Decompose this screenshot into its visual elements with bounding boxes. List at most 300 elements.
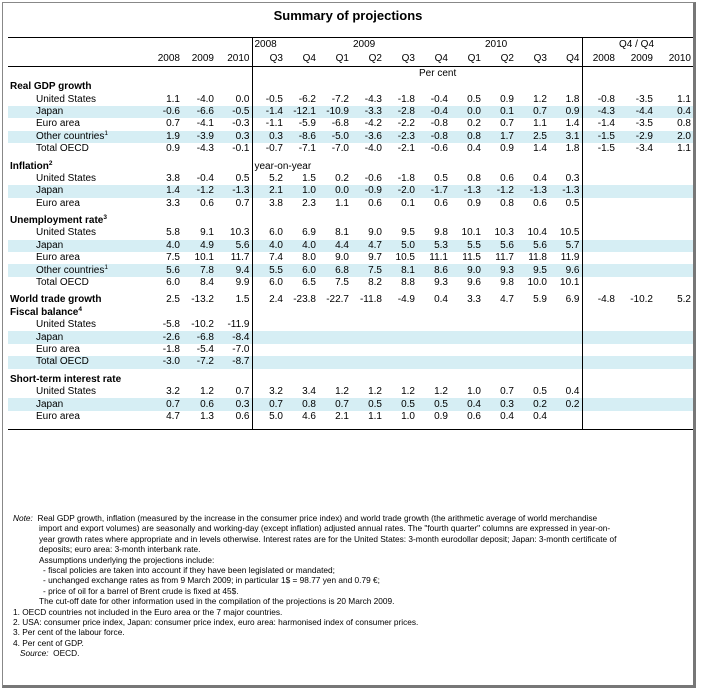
- value-cell: 8.0: [302, 252, 316, 264]
- row-label: [8, 264, 148, 276]
- value-cell: -4.1: [196, 118, 214, 130]
- value-cell: 3.1: [549, 131, 582, 143]
- value-cell: 1.9: [148, 131, 182, 143]
- value-cell: 0.4: [655, 106, 693, 118]
- notes-block: [13, 513, 693, 659]
- value-cell: -7.0: [232, 344, 250, 355]
- value-cell: -3.4: [635, 143, 653, 155]
- value-cell: 10.3: [494, 227, 514, 239]
- table-row: [8, 185, 693, 197]
- table-row: [8, 143, 693, 155]
- value-cell: 0.6: [434, 197, 448, 209]
- col-header: 2009: [617, 52, 655, 67]
- value-cell: 2.5: [166, 294, 180, 306]
- value-cell: 4.7: [500, 294, 514, 306]
- table-row: [8, 173, 693, 185]
- row-label: [8, 173, 148, 185]
- projections-table: [8, 37, 693, 430]
- value-cell: 6.0: [285, 264, 318, 276]
- note-line: - unchanged exchange rates as from 9 March 2009; in particular 1$ = 98.77 yen and 0.79 €;: [43, 575, 380, 586]
- table-row: [8, 344, 693, 356]
- row-label-text: Japan: [36, 398, 64, 410]
- value-cell: 5.6: [216, 240, 252, 252]
- value-cell: 5.6: [148, 264, 182, 276]
- value-cell: -8.4: [216, 331, 252, 343]
- footnote: 4. Per cent of GDP.: [13, 637, 84, 648]
- value-cell: -2.6: [148, 331, 182, 343]
- value-cell: -1.3: [216, 185, 252, 197]
- yoy-label: year-on-year: [252, 160, 351, 172]
- value-cell: -3.6: [351, 131, 384, 143]
- page-frame: [2, 2, 696, 688]
- header-row-columns: [8, 52, 693, 67]
- value-cell: 6.9: [302, 227, 316, 239]
- value-cell: -1.2: [182, 185, 216, 197]
- row-label-text: Other countries: [36, 130, 105, 142]
- value-cell: 3.8: [166, 172, 180, 184]
- row-label: [8, 118, 148, 130]
- value-cell: 0.4: [434, 294, 448, 306]
- value-cell: 8.8: [401, 277, 415, 289]
- value-cell: -4.3: [582, 106, 617, 118]
- value-cell: 10.1: [560, 277, 580, 289]
- note-line: The cut-off date for other information used in the compilation of the projections is 20 March 2009.: [39, 596, 395, 607]
- value-cell: -4.3: [364, 93, 382, 105]
- table-row: [8, 93, 693, 105]
- value-cell: -1.5: [582, 143, 617, 155]
- value-cell: -1.1: [252, 118, 285, 130]
- value-cell: 0.5: [434, 172, 448, 184]
- row-label-text: Total OECD: [36, 143, 89, 155]
- value-cell: -8.6: [285, 131, 318, 143]
- value-cell: 5.9: [533, 294, 547, 306]
- value-cell: 0.7: [252, 398, 285, 410]
- value-cell: -0.6: [430, 143, 448, 155]
- table-row: [8, 331, 693, 343]
- note-line: Real GDP growth, inflation (measured by the increase in the consumer price index) and world trade growth (the arithmetic average of world merchandise: [37, 513, 598, 523]
- table-row: [8, 118, 693, 130]
- section-title: [8, 160, 148, 172]
- row-label-text: Euro area: [36, 118, 80, 130]
- value-cell: 0.7: [235, 197, 250, 209]
- value-cell: 0.5: [467, 93, 481, 105]
- row-label: [8, 331, 148, 343]
- value-cell: 0.9: [434, 410, 448, 422]
- table-row: [8, 252, 693, 264]
- value-cell: 0.4: [565, 386, 580, 398]
- value-cell: 9.0: [450, 264, 483, 276]
- value-cell: 0.5: [384, 398, 417, 410]
- value-cell: 0.8: [500, 197, 514, 209]
- value-cell: 1.5: [302, 172, 316, 184]
- value-cell: 1.1: [533, 118, 547, 130]
- value-cell: 3.3: [166, 197, 180, 209]
- section-header: [8, 81, 693, 93]
- section-title-text: Real GDP growth: [10, 81, 92, 93]
- row-label-text: United States: [36, 386, 97, 398]
- value-cell: -0.9: [351, 185, 384, 197]
- value-cell: 10.5: [560, 227, 580, 239]
- value-cell: 0.7: [516, 106, 549, 118]
- value-cell: 5.2: [677, 294, 691, 306]
- value-cell: 0.3: [216, 131, 252, 143]
- quarter-year-2010: 2010: [483, 38, 516, 53]
- value-cell: 0.6: [500, 172, 514, 184]
- value-cell: 0.1: [483, 106, 516, 118]
- col-header: 2008: [148, 52, 182, 67]
- value-cell: -2.2: [397, 118, 415, 130]
- value-cell: 0.9: [166, 143, 180, 155]
- value-cell: -4.0: [196, 93, 214, 105]
- value-cell: 11.5: [462, 252, 481, 264]
- row-label-text: Other countries: [36, 264, 105, 276]
- value-cell: -1.8: [162, 344, 180, 355]
- value-cell: 0.3: [565, 172, 580, 184]
- col-header: Q4: [549, 52, 582, 67]
- value-cell: 5.6: [483, 240, 516, 252]
- value-cell: -1.2: [483, 185, 516, 197]
- value-cell: 7.5: [166, 252, 180, 264]
- value-cell: 4.7: [166, 410, 180, 422]
- note-line: Assumptions underlying the projections include:: [39, 554, 215, 565]
- value-cell: 0.9: [549, 106, 582, 118]
- value-cell: 1.8: [565, 93, 580, 105]
- value-cell: 9.4: [216, 264, 252, 276]
- source-value: OECD.: [53, 648, 80, 659]
- value-cell: 1.7: [483, 131, 516, 143]
- value-cell: 4.6: [302, 410, 316, 422]
- value-cell: -0.5: [216, 106, 252, 118]
- value-cell: -1.4: [252, 106, 285, 118]
- value-cell: 1.2: [533, 93, 547, 105]
- row-label-text: Euro area: [36, 252, 80, 264]
- table-row: [8, 106, 693, 118]
- value-cell: 8.1: [335, 227, 349, 239]
- value-cell: 1.1: [368, 410, 382, 422]
- value-cell: 9.5: [516, 264, 549, 276]
- value-cell: 0.4: [467, 143, 481, 155]
- col-header: Q2: [351, 52, 384, 67]
- value-cell: 2.5: [516, 131, 549, 143]
- value-cell: 0.1: [401, 197, 415, 209]
- value-cell: 9.3: [434, 277, 448, 289]
- value-cell: -7.2: [331, 93, 349, 105]
- value-cell: 0.6: [368, 197, 382, 209]
- section-title-text: Inflation: [10, 160, 49, 172]
- row-label-text: United States: [36, 319, 97, 331]
- value-cell: 0.6: [533, 197, 547, 209]
- value-cell: 0.3: [483, 398, 516, 410]
- row-label: [8, 277, 148, 289]
- value-cell: -4.0: [364, 143, 382, 155]
- value-cell: 0.7: [148, 398, 182, 410]
- value-cell: 2.4: [252, 294, 285, 306]
- value-cell: -0.6: [364, 172, 382, 184]
- value-cell: 5.0: [384, 240, 417, 252]
- table-row: [8, 227, 693, 239]
- value-cell: 7.5: [351, 264, 384, 276]
- note-line: import and export volumes) are seasonally and working-day (except inflation) adjusted annual rates. The "fourth quarter" columns are expressed in year-on-: [39, 523, 611, 534]
- footnote-marker: 4: [78, 305, 82, 313]
- value-cell: 1.5: [235, 294, 250, 306]
- value-cell: -1.3: [549, 185, 582, 197]
- value-cell: -2.8: [384, 106, 417, 118]
- unit-label: Per cent: [419, 68, 457, 79]
- value-cell: 9.3: [483, 264, 516, 276]
- value-cell: -1.7: [417, 185, 450, 197]
- value-cell: 6.8: [318, 264, 351, 276]
- value-cell: 9.6: [467, 277, 481, 289]
- row-label: [8, 106, 148, 118]
- table-body: [8, 81, 693, 430]
- value-cell: 1.4: [148, 185, 182, 197]
- row-label: [8, 398, 148, 410]
- value-cell: 9.0: [368, 227, 382, 239]
- row-label-text: Japan: [36, 331, 64, 343]
- row-label: [8, 356, 148, 368]
- table-row: [8, 356, 693, 368]
- value-cell: 0.9: [467, 197, 481, 209]
- value-cell: -22.7: [326, 294, 349, 306]
- value-cell: 5.5: [252, 264, 285, 276]
- value-cell: 0.3: [252, 131, 285, 143]
- value-cell: 11.9: [560, 252, 580, 264]
- row-label-text: United States: [36, 93, 97, 105]
- value-cell: 8.4: [200, 277, 214, 289]
- value-cell: -0.4: [430, 93, 448, 105]
- note-label: Note:: [13, 513, 33, 523]
- row-label-text: Euro area: [36, 410, 80, 422]
- section-title: [8, 215, 148, 227]
- row-label-text: Euro area: [36, 197, 80, 209]
- row-label: [8, 227, 148, 239]
- value-cell: -7.0: [331, 143, 349, 155]
- col-header: Q4: [285, 52, 318, 67]
- value-cell: -1.3: [450, 185, 483, 197]
- value-cell: -1.3: [516, 185, 549, 197]
- value-cell: 1.3: [200, 410, 214, 422]
- row-label: [8, 252, 148, 264]
- value-cell: -23.8: [293, 294, 316, 306]
- col-header: 2010: [655, 52, 693, 67]
- quarter-year-2009: 2009: [351, 38, 384, 53]
- row-label: [8, 131, 148, 143]
- value-cell: 5.3: [417, 240, 450, 252]
- value-cell: 11.1: [429, 252, 448, 264]
- value-cell: 1.2: [368, 386, 382, 398]
- value-cell: 9.5: [401, 227, 415, 239]
- value-cell: 0.8: [285, 398, 318, 410]
- quarter-year-2008: 2008: [252, 38, 285, 53]
- value-cell: 3.2: [166, 386, 180, 398]
- value-cell: -3.5: [635, 118, 653, 130]
- value-cell: 5.7: [549, 240, 582, 252]
- value-cell: 0.5: [351, 398, 384, 410]
- value-cell: 5.5: [450, 240, 483, 252]
- value-cell: 6.0: [252, 277, 285, 289]
- value-cell: 4.7: [351, 240, 384, 252]
- value-cell: -0.4: [417, 106, 450, 118]
- value-cell: 11.7: [230, 252, 250, 264]
- row-label-text: Total OECD: [36, 356, 89, 368]
- note-line: - fiscal policies are taken into account if they have been legislated or mandated;: [43, 565, 335, 576]
- table-bottom-rule: [8, 423, 693, 430]
- row-label-text: Euro area: [36, 344, 80, 355]
- value-cell: 4.4: [318, 240, 351, 252]
- value-cell: -2.3: [384, 131, 417, 143]
- value-cell: 3.4: [302, 386, 316, 398]
- section-title-text: Short-term interest rate: [10, 373, 122, 385]
- value-cell: 11.8: [528, 252, 547, 264]
- value-cell: 1.2: [401, 386, 415, 398]
- value-cell: 1.1: [677, 93, 691, 105]
- value-cell: -5.4: [196, 344, 214, 355]
- row-label: [8, 386, 148, 398]
- value-cell: -4.9: [397, 294, 415, 306]
- value-cell: 5.2: [252, 173, 285, 185]
- value-cell: 1.2: [200, 386, 214, 398]
- value-cell: -12.1: [285, 106, 318, 118]
- value-cell: -0.8: [430, 118, 448, 130]
- row-label: [8, 319, 148, 331]
- value-cell: 7.5: [335, 277, 349, 289]
- value-cell: 0.5: [235, 172, 250, 184]
- value-cell: -11.9: [227, 319, 250, 331]
- value-cell: 0.3: [216, 398, 252, 410]
- table-row: [8, 411, 693, 423]
- value-cell: -3.9: [182, 131, 216, 143]
- value-cell: -3.3: [351, 106, 384, 118]
- row-label-text: Japan: [36, 185, 64, 197]
- value-cell: 8.6: [417, 264, 450, 276]
- table-row: [8, 264, 693, 276]
- value-cell: 1.4: [533, 143, 547, 155]
- value-cell: -6.8: [331, 118, 349, 130]
- value-cell: 1.8: [565, 143, 580, 155]
- value-cell: -7.1: [298, 143, 316, 155]
- value-cell: 6.5: [302, 277, 316, 289]
- section-header: [8, 160, 693, 172]
- value-cell: 2.3: [302, 197, 316, 209]
- page-title: Summary of projections: [273, 8, 423, 23]
- row-label: [8, 240, 148, 252]
- value-cell: -0.8: [417, 131, 450, 143]
- col-header: Q1: [450, 52, 483, 67]
- value-cell: 6.9: [565, 294, 580, 306]
- value-cell: 0.7: [500, 118, 514, 130]
- value-cell: 6.0: [166, 277, 180, 289]
- value-cell: -7.2: [182, 356, 216, 368]
- footnote: 1. OECD countries not included in the Euro area or the 7 major countries.: [13, 606, 283, 617]
- col-header: Q3: [384, 52, 417, 67]
- value-cell: 8.2: [368, 277, 382, 289]
- source-label: Source:: [19, 648, 49, 659]
- value-cell: -13.2: [191, 294, 214, 306]
- value-cell: -6.2: [298, 93, 316, 105]
- value-cell: 0.0: [318, 185, 351, 197]
- value-cell: -10.2: [191, 319, 214, 331]
- section-title: [8, 307, 148, 319]
- col-header: Q3: [516, 52, 549, 67]
- value-cell: -0.3: [232, 118, 250, 130]
- col-header: 2010: [216, 52, 252, 67]
- value-cell: 10.0: [527, 277, 547, 289]
- value-cell: 0.9: [500, 93, 514, 105]
- unit-row: [8, 67, 693, 82]
- value-cell: 0.4: [450, 398, 483, 410]
- value-cell: -6.8: [182, 331, 216, 343]
- value-cell: -3.5: [635, 93, 653, 105]
- value-cell: 0.2: [467, 118, 481, 130]
- value-cell: 7.8: [182, 264, 216, 276]
- value-cell: 0.5: [417, 398, 450, 410]
- table-row: [8, 131, 693, 143]
- value-cell: 10.3: [230, 227, 250, 239]
- value-cell: 3.3: [467, 294, 481, 306]
- value-cell: 0.2: [516, 398, 549, 410]
- value-cell: -1.8: [397, 93, 415, 105]
- footnote-marker: 1: [104, 129, 108, 137]
- value-cell: 0.6: [182, 398, 216, 410]
- section-title-text: Fiscal balance: [10, 306, 79, 318]
- value-cell: 0.9: [500, 143, 514, 155]
- value-cell: 0.7: [166, 118, 180, 130]
- section-title-text: Unemployment rate: [10, 215, 104, 227]
- value-cell: 1.1: [335, 197, 349, 209]
- value-cell: -10.2: [630, 294, 653, 306]
- value-cell: -2.1: [397, 143, 415, 155]
- value-cell: 4.0: [148, 240, 182, 252]
- value-cell: 1.0: [467, 386, 481, 398]
- section-header: [8, 374, 693, 386]
- note-line: deposits; euro area: 3-month interbank rate.: [39, 544, 201, 555]
- col-header: Q2: [483, 52, 516, 67]
- value-cell: 1.1: [166, 93, 180, 105]
- value-cell: -1.8: [397, 172, 415, 184]
- value-cell: 5.8: [166, 227, 180, 239]
- value-cell: 0.4: [500, 410, 514, 422]
- value-cell: -10.9: [318, 106, 351, 118]
- value-cell: 4.9: [182, 240, 216, 252]
- value-cell: 3.8: [252, 198, 285, 210]
- value-cell: -1.5: [582, 131, 617, 143]
- value-cell: 0.7: [235, 386, 250, 398]
- value-cell: 0.4: [533, 410, 547, 422]
- value-cell: -11.8: [359, 294, 382, 306]
- row-label: [8, 411, 148, 423]
- header-row-years: [8, 38, 693, 53]
- value-cell: 9.1: [200, 227, 214, 239]
- section-title: [8, 81, 148, 93]
- value-cell: 3.2: [252, 386, 285, 398]
- value-cell: 0.0: [235, 93, 250, 105]
- value-cell: 0.8: [450, 131, 483, 143]
- row-label-text: Total OECD: [36, 277, 89, 289]
- footnote: 3. Per cent of the labour force.: [13, 627, 125, 638]
- value-cell: 2.1: [252, 185, 285, 197]
- col-header: Q3: [252, 52, 285, 67]
- value-cell: 1.2: [434, 386, 448, 398]
- value-cell: -4.3: [196, 143, 214, 155]
- value-cell: 11.7: [495, 252, 514, 264]
- table-row: [8, 319, 693, 331]
- value-cell: 5.6: [516, 240, 549, 252]
- value-cell: -3.0: [148, 356, 182, 368]
- row-label-text: Japan: [36, 105, 64, 117]
- value-cell: 2.1: [335, 410, 349, 422]
- value-cell: -4.8: [582, 294, 617, 306]
- value-cell: -0.7: [252, 143, 285, 155]
